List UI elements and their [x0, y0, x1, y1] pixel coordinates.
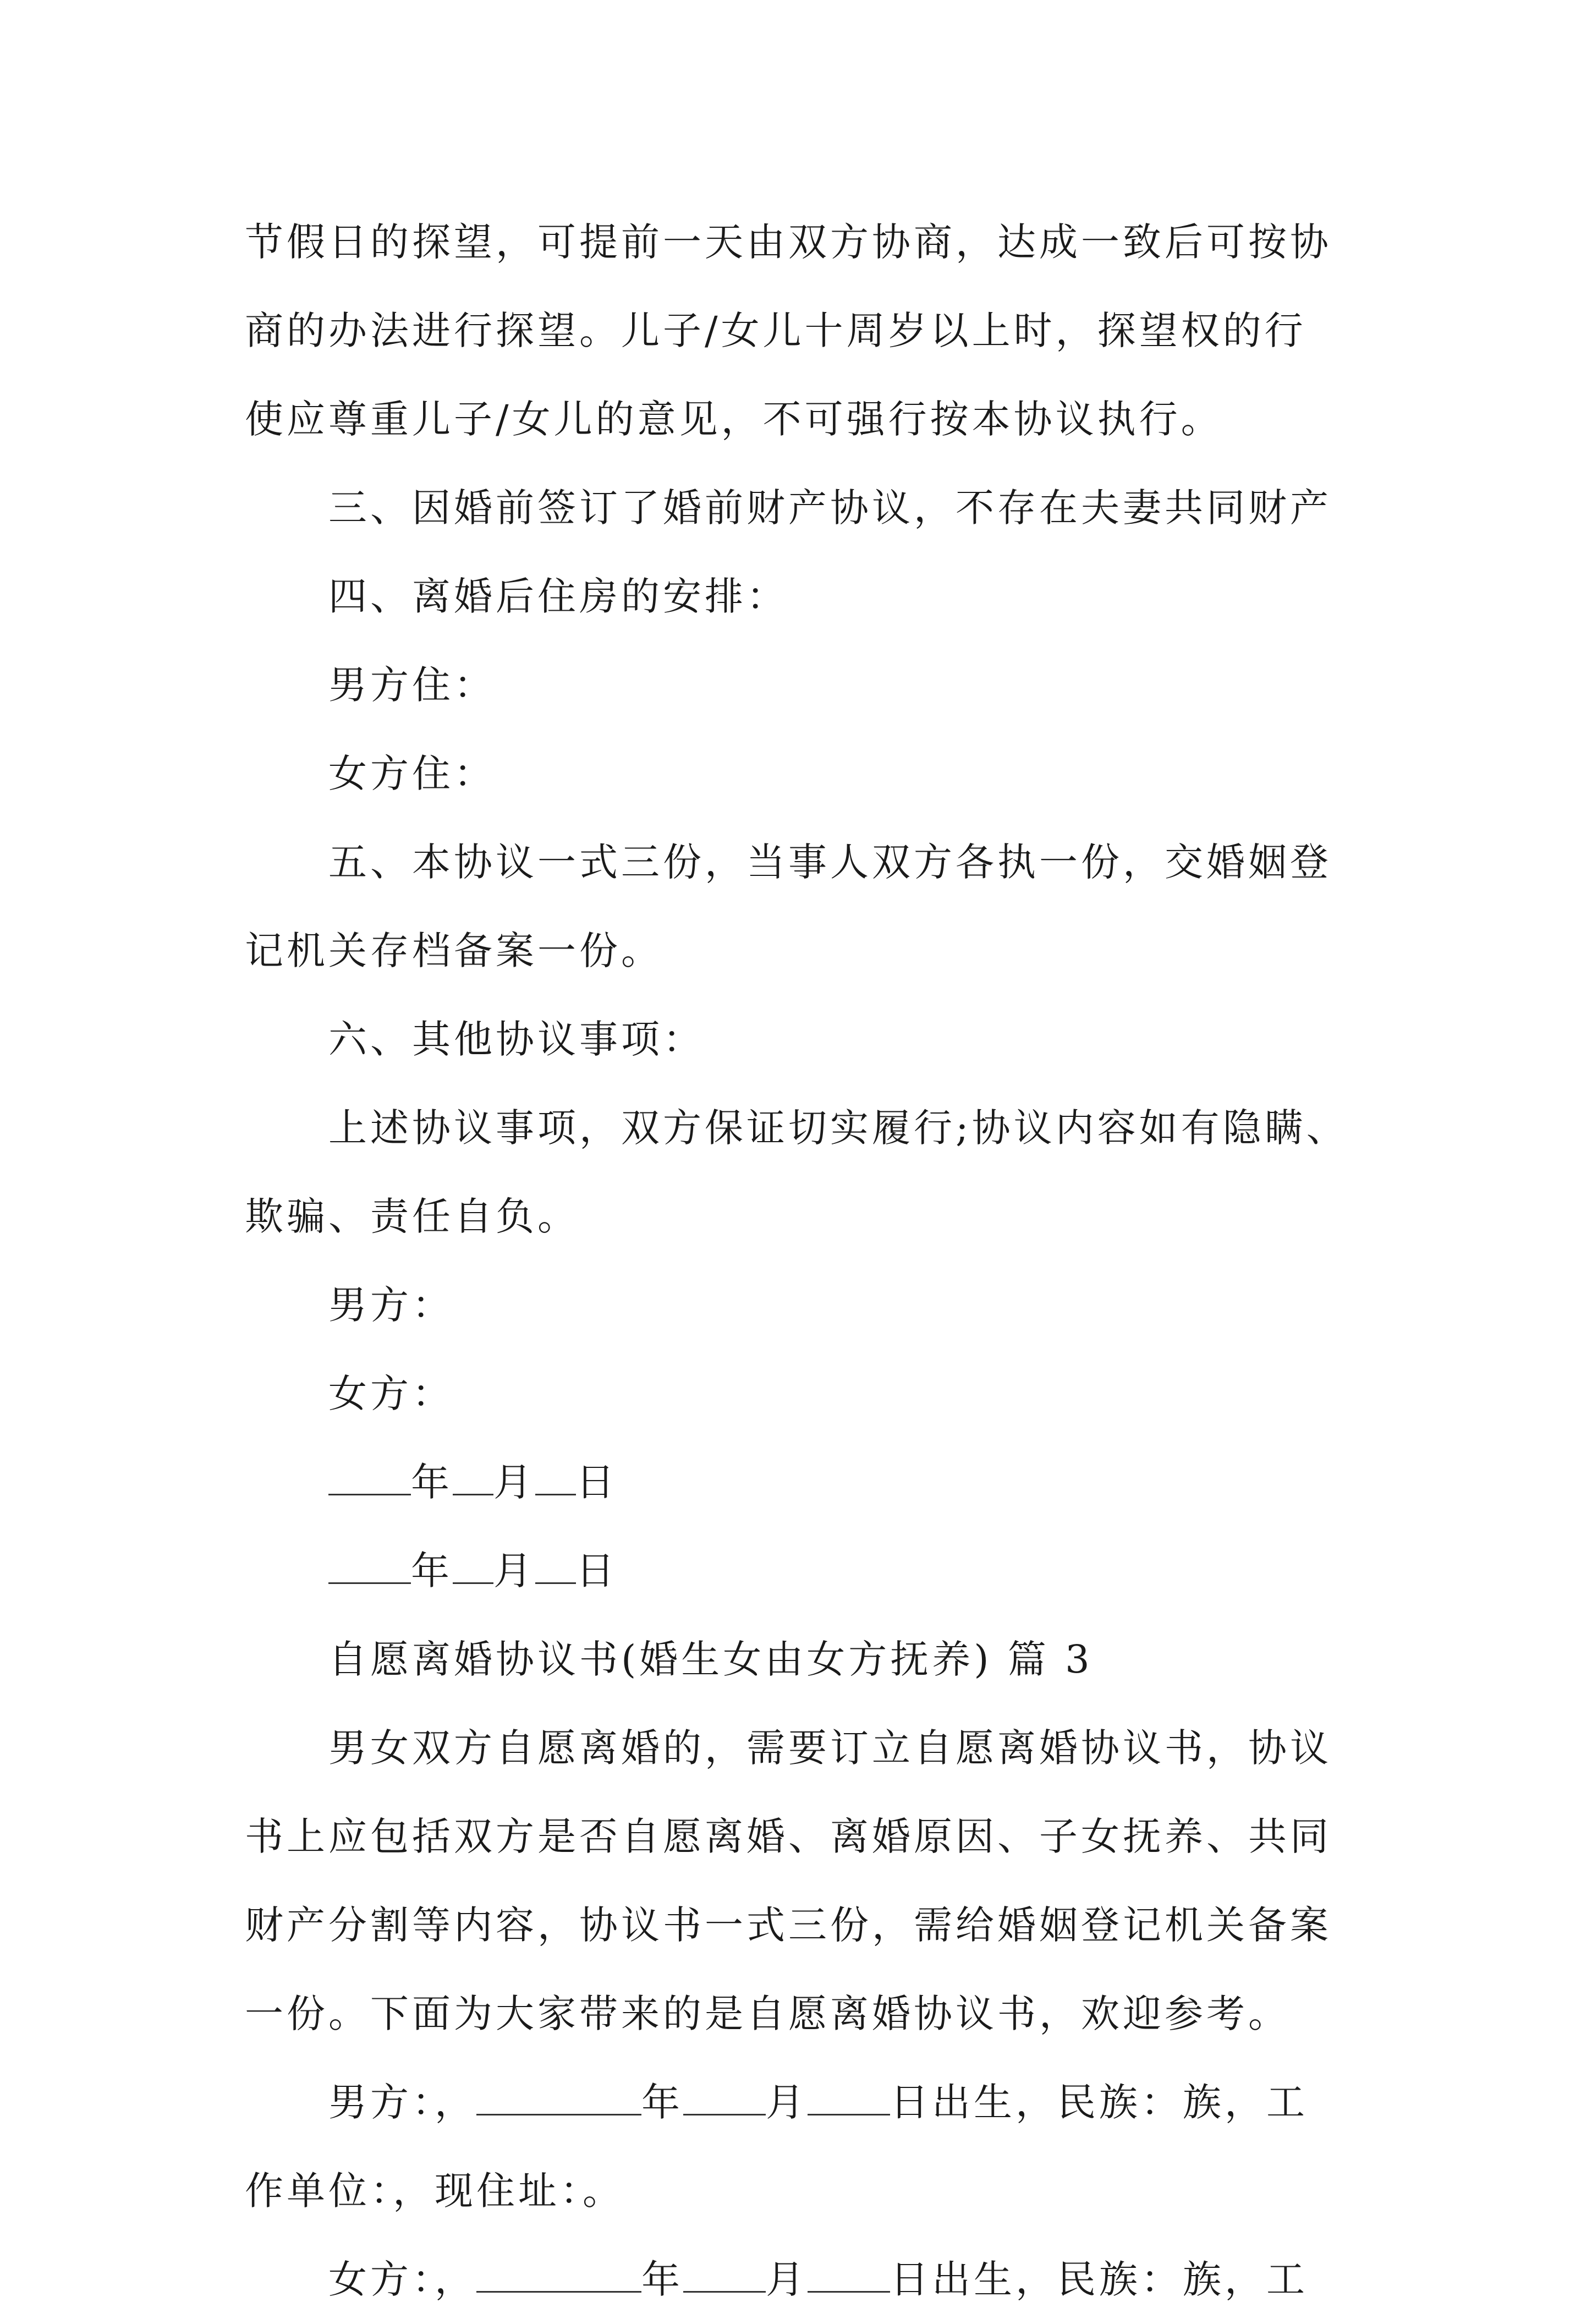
clause-three: 三、因婚前签订了婚前财产协议，不存在夫妻共同财产: [328, 485, 1332, 530]
year-blank: [328, 1459, 411, 1495]
clause-four: 四、离婚后住房的安排：: [328, 574, 788, 619]
male-info-line: 男方：， 年 月 日出生，民族：族，工: [328, 2080, 1308, 2125]
intro-line: 一份。下面为大家带来的是自愿离婚协议书，欢迎参考。: [245, 1991, 1290, 2036]
birth-month-blank: [683, 2079, 766, 2115]
female-residence: 女方住：: [328, 751, 496, 796]
agreement-statement: 上述协议事项，双方保证切实履行;协议内容如有隐瞒、: [328, 1105, 1348, 1150]
day-blank: [535, 1547, 576, 1584]
day-blank: [535, 1459, 576, 1495]
paragraph-line: 记机关存档备案一份。: [245, 928, 663, 973]
section-title: 自愿离婚协议书(婚生女由女方抚养) 篇 3: [328, 1637, 1093, 1682]
birth-year-blank: [476, 2256, 641, 2293]
female-info-line: 女方：， 年 月 日出生，民族：族，工: [328, 2257, 1308, 2302]
male-info-line-2: 作单位：，现住址：。: [245, 2168, 624, 2213]
male-residence: 男方住：: [328, 662, 496, 708]
month-blank: [453, 1547, 493, 1584]
birth-month-blank: [683, 2256, 766, 2293]
year-blank: [328, 1547, 411, 1584]
birth-year-blank: [476, 2079, 641, 2115]
intro-line: 书上应包括双方是否自愿离婚、离婚原因、子女抚养、共同: [245, 1814, 1332, 1859]
paragraph-line: 使应尊重儿子/女儿的意见，不可强行按本协议执行。: [245, 397, 1223, 442]
intro-line: 财产分割等内容，协议书一式三份，需给婚姻登记机关备案: [245, 1903, 1332, 1948]
paragraph-line: 节假日的探望，可提前一天由双方协商，达成一致后可按协: [245, 220, 1332, 265]
paragraph-line: 欺骗、责任自负。: [245, 1194, 579, 1239]
clause-five: 五、本协议一式三份，当事人双方各执一份，交婚姻登: [328, 840, 1332, 885]
document-body: [245, 198, 1367, 2324]
birth-day-blank: [808, 2256, 890, 2293]
birth-day-blank: [808, 2079, 890, 2115]
month-blank: [453, 1459, 493, 1495]
male-signature-label: 男方：: [328, 1282, 454, 1328]
date-line: 年 月 日: [245, 1527, 1367, 1615]
clause-six: 六、其他协议事项：: [328, 1017, 705, 1062]
paragraph-line: 商的办法进行探望。儿子/女儿十周岁以上时，探望权的行: [245, 308, 1306, 353]
intro-line: 男女双方自愿离婚的，需要订立自愿离婚协议书，协议: [328, 1725, 1332, 1771]
female-signature-label: 女方：: [328, 1371, 454, 1416]
date-line: 年 月 日: [245, 1438, 1367, 1527]
